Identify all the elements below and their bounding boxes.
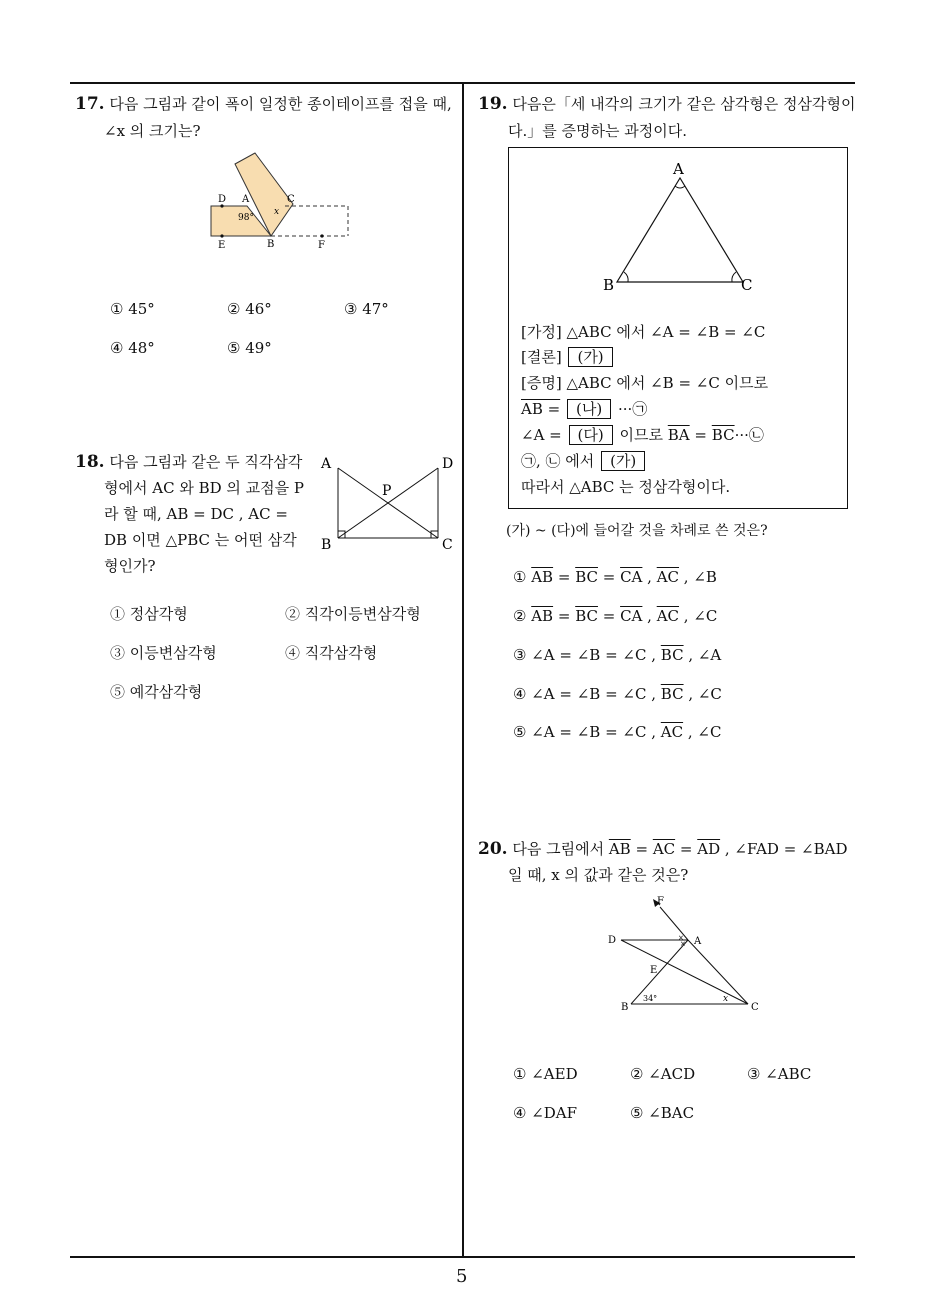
q19-ab-eq: AB = (521, 400, 561, 418)
q19-box-da: (다) (569, 425, 613, 445)
q19-number: 19. (478, 94, 508, 114)
q20-text-line1: 다음 그림에서 $\overline{AB} = \overline{AC} = \overline{AD}$ , ∠FAD = ∠BAD (512, 840, 848, 858)
column-divider (462, 82, 464, 1258)
q18-choice-5[interactable]: ⑤ 예각삼각형 (110, 683, 203, 701)
q20-label-x: x (723, 994, 729, 1004)
q20-choice-2[interactable]: ② ∠ACD (630, 1065, 696, 1083)
q20-angle-mark-1: × (678, 934, 684, 942)
q17-figure (205, 150, 355, 255)
q20-choice-1[interactable]: ① ∠AED (513, 1065, 578, 1083)
q19-final: 따라서 △ABC 는 정삼각형이다. (521, 478, 731, 496)
q20-choice-4[interactable]: ④ ∠DAF (513, 1104, 578, 1122)
q18-line3: 라 할 때, AB = DC , AC = (104, 505, 288, 523)
q20-label-F: F (657, 896, 664, 907)
q18-number: 18. (75, 452, 105, 472)
q17-point-F (320, 234, 323, 237)
q20-text-line2: 일 때, x 의 값과 같은 것은? (508, 866, 689, 884)
q17-label-C: C (287, 194, 295, 205)
q19-box-na: (나) (567, 399, 611, 419)
q17-label-D: D (218, 194, 227, 205)
q20-label-angle: 34° (643, 994, 658, 1003)
q19-mid: 이므로 (619, 426, 663, 444)
q18-line4: DB 이면 △PBC 는 어떤 삼각 (104, 531, 297, 549)
q18-line5: 형인가? (104, 557, 156, 575)
q19-arc-A (675, 186, 685, 188)
q19-choice-3[interactable]: ③ ∠A = ∠B = ∠C , $\overline{BC}$ , ∠A (513, 646, 722, 664)
q17-number: 17. (75, 94, 105, 114)
q17-label-A: A (242, 194, 250, 205)
q19-choice-4[interactable]: ④ ∠A = ∠B = ∠C , $\overline{BC}$ , ∠C (513, 685, 722, 703)
q19-bc: $\overline{BC}$ (711, 426, 735, 444)
q20-label-D: D (608, 935, 617, 946)
q19-assume: [가정] △ABC 에서 ∠A = ∠B = ∠C (521, 323, 766, 341)
q20-label-A: A (694, 936, 702, 947)
q18-label-B: B (321, 537, 332, 552)
q18-label-A: A (321, 456, 332, 472)
q20-label-B: B (621, 1002, 629, 1013)
q19-label-A: A (673, 160, 684, 178)
q20-choice-3[interactable]: ③ ∠ABC (747, 1065, 812, 1083)
q19-choice-1[interactable]: ① $\overline{AB} = \overline{BC} = \overline{CA}$ , $\overline{AC}$ , ∠B (513, 568, 717, 586)
q20-angle-mark-2: × (680, 940, 686, 948)
q20-figure (600, 893, 770, 1018)
q17-choice-1[interactable]: ① 45° (110, 300, 155, 318)
q19-eq: = (694, 426, 707, 444)
q17-choice-5[interactable]: ⑤ 49° (227, 339, 272, 357)
q18-label-P: P (382, 483, 392, 499)
q19-choice-2[interactable]: ② $\overline{AB} = \overline{BC} = \overline{CA}$ , $\overline{AC}$ , ∠C (513, 607, 718, 625)
page-number: 5 (456, 1266, 468, 1287)
q20-choice-5[interactable]: ⑤ ∠BAC (630, 1104, 695, 1122)
q20-label-E: E (650, 965, 658, 976)
q17-label-angle: 98° (238, 213, 254, 223)
q19-ba: $\overline{BA}$ (667, 426, 690, 444)
q20-number: 20. (478, 839, 508, 859)
q17-label-B: B (267, 239, 275, 250)
q19-text-line1: 다음은「세 내각의 크기가 같은 삼각형은 정삼각형이 (512, 95, 856, 113)
q18-choice-1[interactable]: ① 정삼각형 (110, 605, 188, 623)
q17-point-E (220, 234, 223, 237)
q19-text-line2: 다.」를 증명하는 과정이다. (508, 122, 687, 140)
q19-box-ga-1: (가) (568, 347, 612, 367)
q19-box-ga-2: (가) (601, 451, 645, 471)
q19-mark-2: ···㉡ (734, 426, 764, 444)
q18-figure (318, 452, 458, 552)
q17-label-x: x (274, 207, 280, 217)
q20-line-AC (688, 940, 748, 1004)
q19-proof-start: [증명] △ABC 에서 ∠B = ∠C 이므로 (521, 374, 769, 392)
q17-choice-3[interactable]: ③ 47° (344, 300, 389, 318)
q18-line2: 형에서 AC 와 BD 의 교점을 P (104, 479, 304, 497)
q19-question: (가) ~ (다)에 들어갈 것을 차례로 쓴 것은? (506, 523, 768, 539)
bottom-rule (70, 1256, 855, 1258)
q17-label-F: F (318, 240, 325, 251)
q17-choice-4[interactable]: ④ 48° (110, 339, 155, 357)
q18-line1: 다음 그림과 같은 두 직각삼각 (109, 453, 303, 471)
q19-a-eq: ∠A = (521, 426, 562, 444)
q18-label-D: D (442, 456, 454, 472)
q17-label-E: E (218, 240, 226, 251)
q17-text-line1: 다음 그림과 같이 폭이 일정한 종이테이프를 접을 때, (109, 95, 452, 113)
q19-choice-5[interactable]: ⑤ ∠A = ∠B = ∠C , $\overline{AC}$ , ∠C (513, 723, 722, 741)
q19-triangle (617, 178, 743, 282)
q19-label-B: B (603, 276, 615, 294)
q17-text-line2: ∠x 의 크기는? (104, 122, 201, 140)
q19-arc-C (732, 272, 736, 282)
q19-from-marks: ㉠, ㉡ 에서 (521, 452, 595, 470)
q18-choice-3[interactable]: ③ 이등변삼각형 (110, 644, 217, 662)
q19-label-C: C (741, 276, 753, 294)
q18-label-C: C (442, 537, 453, 552)
q17-choice-2[interactable]: ② 46° (227, 300, 272, 318)
q19-arc-B (624, 272, 628, 282)
q19-mark-1: ···㉠ (617, 400, 648, 418)
q18-choice-4[interactable]: ④ 직각삼각형 (285, 644, 378, 662)
q20-label-C: C (751, 1002, 759, 1013)
q19-concl-label: [결론] (521, 348, 562, 366)
q19-triangle-figure (595, 158, 765, 296)
q18-choice-2[interactable]: ② 직각이등변삼각형 (285, 605, 421, 623)
